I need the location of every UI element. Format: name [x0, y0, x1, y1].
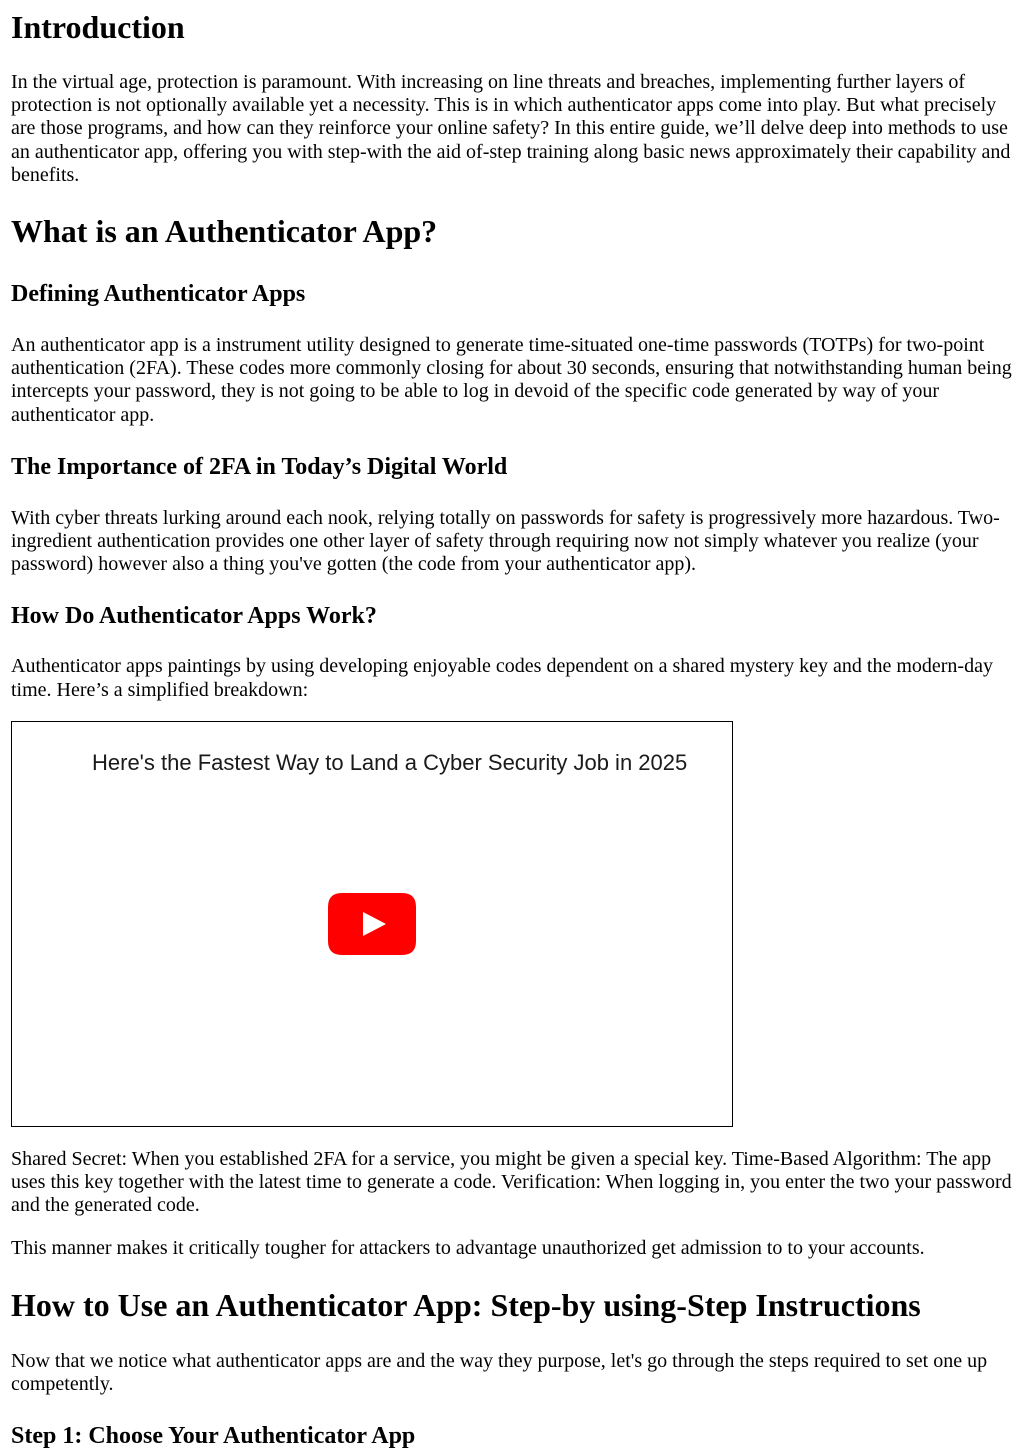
- intro-paragraph: In the virtual age, protection is paramount. With increasing on line threats and breaches, implementing further layers of protection is not optionally available yet a necessity. This is in which authenticator apps come into play. But what precisely are those programs, and how can they reinforce your online safety? In this entire guide, we’ll delve deep into methods to use an authenticator app, offering you with step-with the aid of-step training along basic news approximately their capability and benefits.: [11, 71, 1011, 186]
- importance-heading: The Importance of 2FA in Today’s Digital World: [11, 453, 508, 480]
- intro-heading: Introduction: [11, 9, 185, 45]
- importance-paragraph: With cyber threats lurking around each nook, relying totally on passwords for safety is progressively more hazardous. Two-ingredient authentication provides one other layer of safety through requiring now not simply whatever you realize (your password) however also a thing you've gotten (the code from your authenticator app).: [11, 506, 1000, 576]
- what-heading: What is an Authenticator App?: [11, 213, 438, 250]
- video-title[interactable]: Here's the Fastest Way to Land a Cyber Security Job in 2025: [92, 749, 688, 775]
- shared-secret-paragraph: Shared Secret: When you established 2FA for a service, you might be given a special key. Time-Based Algorithm: The app uses this key together with the latest time to generate a code. Verification: When logging in, you enter the two your password and the generated code.: [11, 1147, 1012, 1217]
- manner-paragraph: This manner makes it critically tougher for attackers to advantage unauthorized get admission to to your accounts.: [11, 1237, 925, 1260]
- how-use-heading: How to Use an Authenticator App: Step-by using-Step Instructions: [11, 1286, 921, 1323]
- how-work-heading: How Do Authenticator Apps Work?: [11, 603, 377, 630]
- defining-paragraph: An authenticator app is a instrument utility designed to generate time-situated one-time passwords (TOTPs) for two-point authentication (2FA). These codes more commonly closing for about 30 seconds, ensuring that notwithstanding human being intercepts your password, they is not going to be able to log in devoid of the specific code generated by way of your authenticator app.: [11, 334, 1012, 426]
- how-work-paragraph: Authenticator apps paintings by using developing enjoyable codes dependent on a shared mystery key and the modern-day time. Here’s a simplified breakdown:: [11, 655, 993, 701]
- defining-heading: Defining Authenticator Apps: [11, 281, 306, 308]
- video-embed[interactable]: [11, 721, 733, 1127]
- now-paragraph: Now that we notice what authenticator apps are and the way they purpose, let's go through the steps required to set one up competently.: [11, 1349, 988, 1395]
- play-icon[interactable]: [328, 893, 416, 955]
- step1-heading: Step 1: Choose Your Authenticator App: [11, 1423, 416, 1450]
